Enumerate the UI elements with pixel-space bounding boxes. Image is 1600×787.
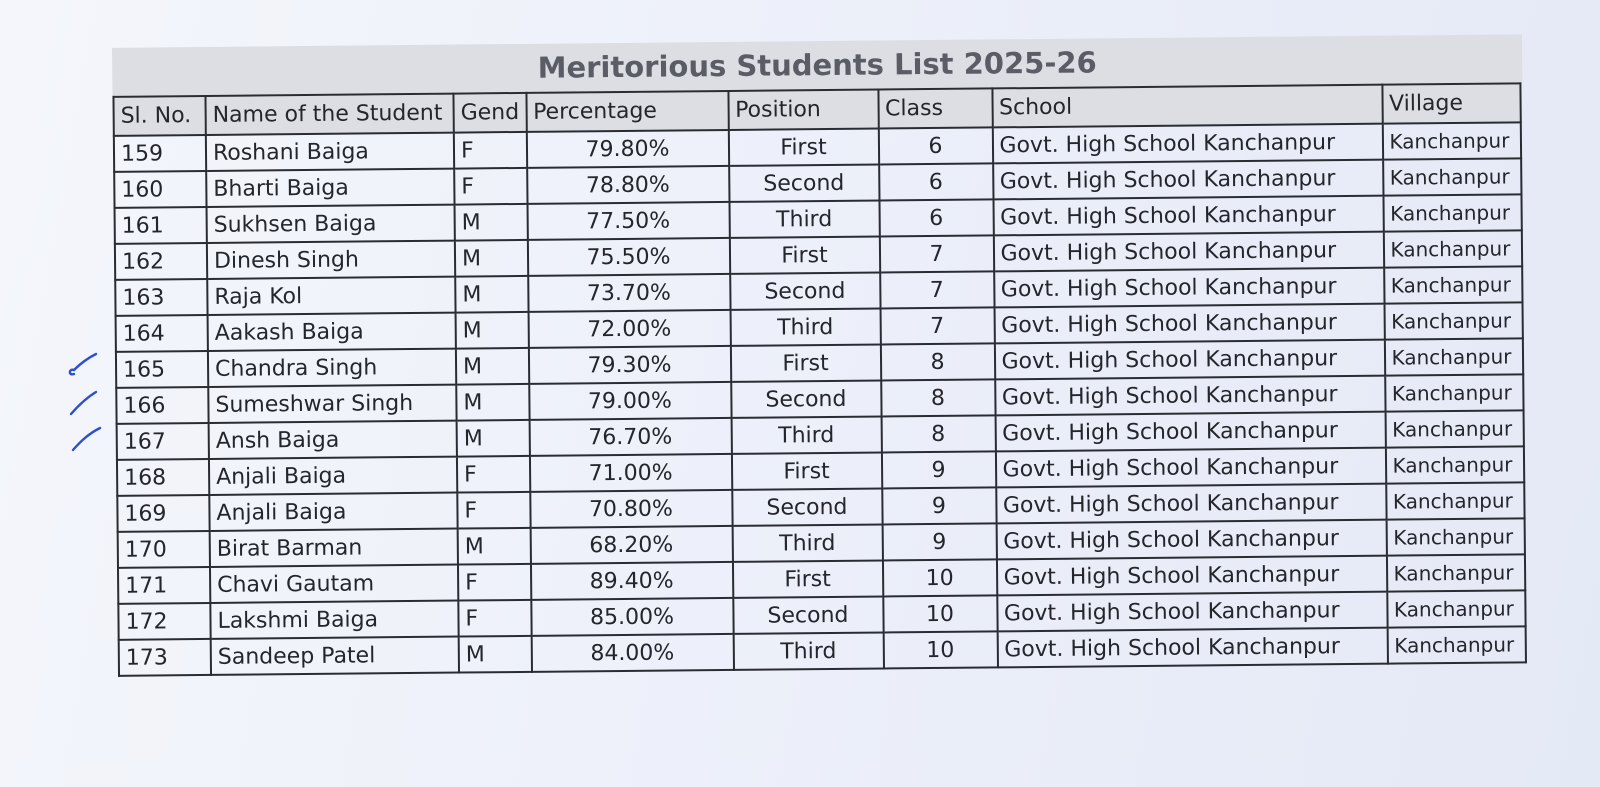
document — [98, 34, 1554, 677]
cell-class: 6 — [879, 163, 993, 200]
cell-village: Kanchanpur — [1383, 230, 1521, 267]
cell-name: Anjali Baiga — [209, 457, 457, 495]
cell-gender: F — [454, 168, 527, 205]
cell-class: 10 — [883, 631, 997, 668]
cell-village: Kanchanpur — [1386, 554, 1524, 591]
cell-position: First — [730, 345, 880, 382]
col-header-name: Name of the Student — [205, 94, 453, 135]
cell-village: Kanchanpur — [1384, 338, 1522, 375]
cell-class: 7 — [880, 307, 994, 344]
cell-school: Govt. High School Kanchanpur — [994, 304, 1384, 344]
cell-sl: 171 — [118, 567, 210, 604]
cell-position: Third — [730, 309, 880, 346]
cell-gender: M — [459, 636, 532, 673]
cell-percentage: 85.00% — [531, 598, 733, 636]
cell-sl: 165 — [116, 351, 208, 388]
cell-sl: 168 — [117, 459, 209, 496]
cell-gender: F — [457, 456, 530, 493]
cell-village: Kanchanpur — [1387, 590, 1525, 627]
cell-class: 10 — [882, 559, 996, 596]
cell-sl: 162 — [115, 243, 207, 280]
col-header-position: Position — [728, 90, 878, 130]
cell-school: Govt. High School Kanchanpur — [995, 376, 1385, 416]
pen-tick-icon — [68, 424, 102, 454]
cell-gender: M — [455, 204, 528, 241]
cell-class: 8 — [881, 379, 995, 416]
cell-name: Chavi Gautam — [210, 565, 458, 603]
cell-class: 9 — [882, 487, 996, 524]
cell-position: Second — [729, 165, 879, 202]
cell-sl: 164 — [116, 315, 208, 352]
cell-school: Govt. High School Kanchanpur — [995, 412, 1385, 452]
cell-gender: F — [454, 132, 527, 169]
cell-gender: M — [456, 312, 529, 349]
cell-position: Second — [732, 488, 882, 525]
cell-sl: 170 — [118, 531, 210, 568]
cell-position: Third — [731, 417, 881, 454]
cell-percentage: 70.80% — [530, 490, 732, 528]
cell-school: Govt. High School Kanchanpur — [993, 160, 1383, 200]
cell-position: First — [729, 237, 879, 274]
cell-gender: M — [455, 240, 528, 277]
cell-gender: F — [458, 600, 531, 637]
students-table — [112, 82, 1526, 676]
cell-name: Bharti Baiga — [206, 169, 454, 207]
cell-class: 6 — [879, 199, 993, 236]
cell-class: 10 — [883, 595, 997, 632]
cell-class: 7 — [879, 235, 993, 272]
cell-school: Govt. High School Kanchanpur — [993, 232, 1383, 272]
cell-percentage: 68.20% — [530, 526, 732, 564]
cell-village: Kanchanpur — [1385, 410, 1523, 447]
cell-name: Roshani Baiga — [206, 133, 454, 171]
cell-gender: F — [458, 564, 531, 601]
cell-village: Kanchanpur — [1382, 122, 1520, 159]
cell-position: Third — [732, 524, 882, 561]
cell-sl: 173 — [119, 639, 211, 676]
cell-position: First — [728, 129, 878, 166]
cell-school: Govt. High School Kanchanpur — [992, 124, 1382, 164]
cell-position: Third — [733, 632, 883, 669]
cell-name: Sukhsen Baiga — [207, 205, 455, 243]
cell-position: Second — [733, 596, 883, 633]
cell-percentage: 79.00% — [529, 382, 731, 420]
cell-name: Chandra Singh — [208, 349, 456, 387]
col-header-village: Village — [1382, 83, 1520, 123]
cell-position: Second — [730, 273, 880, 310]
cell-name: Aakash Baiga — [208, 313, 456, 351]
table-body — [114, 122, 1526, 675]
cell-village: Kanchanpur — [1385, 374, 1523, 411]
cell-position: Third — [729, 201, 879, 238]
cell-school: Govt. High School Kanchanpur — [996, 520, 1386, 560]
cell-name: Raja Kol — [207, 277, 455, 315]
cell-gender: M — [455, 276, 528, 313]
cell-name: Sandeep Patel — [211, 637, 459, 675]
pen-tick-icon — [64, 352, 98, 382]
cell-sl: 166 — [116, 387, 208, 424]
cell-class: 6 — [878, 127, 992, 164]
cell-name: Ansh Baiga — [209, 421, 457, 459]
cell-percentage: 84.00% — [531, 634, 733, 672]
cell-position: First — [731, 452, 881, 489]
cell-position: Second — [731, 381, 881, 418]
cell-gender: M — [457, 420, 530, 457]
cell-name: Birat Barman — [210, 529, 458, 567]
col-header-sl: Sl. No. — [113, 96, 205, 136]
cell-school: Govt. High School Kanchanpur — [993, 196, 1383, 236]
cell-sl: 169 — [117, 495, 209, 532]
cell-sl: 160 — [114, 171, 206, 208]
cell-percentage: 79.80% — [526, 130, 728, 168]
cell-school: Govt. High School Kanchanpur — [997, 592, 1387, 632]
cell-percentage: 89.40% — [530, 562, 732, 600]
cell-sl: 163 — [115, 279, 207, 316]
cell-village: Kanchanpur — [1383, 194, 1521, 231]
cell-school: Govt. High School Kanchanpur — [994, 268, 1384, 308]
cell-gender: M — [456, 384, 529, 421]
col-header-gender: Gend — [453, 93, 526, 133]
cell-name: Lakshmi Baiga — [210, 601, 458, 639]
cell-school: Govt. High School Kanchanpur — [997, 628, 1387, 668]
cell-school: Govt. High School Kanchanpur — [994, 340, 1384, 380]
col-header-percentage: Percentage — [526, 91, 728, 132]
cell-percentage: 71.00% — [529, 454, 731, 492]
cell-class: 8 — [881, 415, 995, 452]
cell-sl: 159 — [114, 135, 206, 172]
cell-gender: F — [457, 492, 530, 529]
cell-village: Kanchanpur — [1384, 302, 1522, 339]
cell-class: 9 — [881, 451, 995, 488]
page-title: Meritorious Students List 2025-26 — [112, 34, 1522, 96]
cell-sl: 161 — [115, 207, 207, 244]
cell-percentage: 76.70% — [529, 418, 731, 456]
cell-gender: M — [458, 528, 531, 565]
cell-percentage: 79.30% — [528, 346, 730, 384]
cell-village: Kanchanpur — [1385, 446, 1523, 483]
cell-gender: M — [456, 348, 529, 385]
cell-village: Kanchanpur — [1386, 518, 1524, 555]
cell-percentage: 72.00% — [528, 310, 730, 348]
cell-village: Kanchanpur — [1387, 626, 1525, 663]
cell-sl: 167 — [117, 423, 209, 460]
cell-name: Anjali Baiga — [209, 493, 457, 531]
cell-name: Dinesh Singh — [207, 241, 455, 279]
cell-village: Kanchanpur — [1384, 266, 1522, 303]
cell-name: Sumeshwar Singh — [208, 385, 456, 423]
cell-school: Govt. High School Kanchanpur — [995, 448, 1385, 488]
cell-school: Govt. High School Kanchanpur — [996, 556, 1386, 596]
pen-tick-icon — [66, 388, 100, 418]
cell-school: Govt. High School Kanchanpur — [996, 484, 1386, 524]
cell-village: Kanchanpur — [1386, 482, 1524, 519]
cell-percentage: 77.50% — [527, 202, 729, 240]
cell-position: First — [732, 560, 882, 597]
cell-village: Kanchanpur — [1383, 158, 1521, 195]
cell-percentage: 73.70% — [528, 274, 730, 312]
cell-class: 7 — [880, 271, 994, 308]
cell-percentage: 75.50% — [527, 238, 729, 276]
cell-sl: 172 — [118, 603, 210, 640]
cell-class: 9 — [882, 523, 996, 560]
cell-class: 8 — [880, 343, 994, 380]
col-header-class: Class — [878, 88, 992, 128]
cell-percentage: 78.80% — [527, 166, 729, 204]
col-header-school: School — [992, 85, 1382, 128]
